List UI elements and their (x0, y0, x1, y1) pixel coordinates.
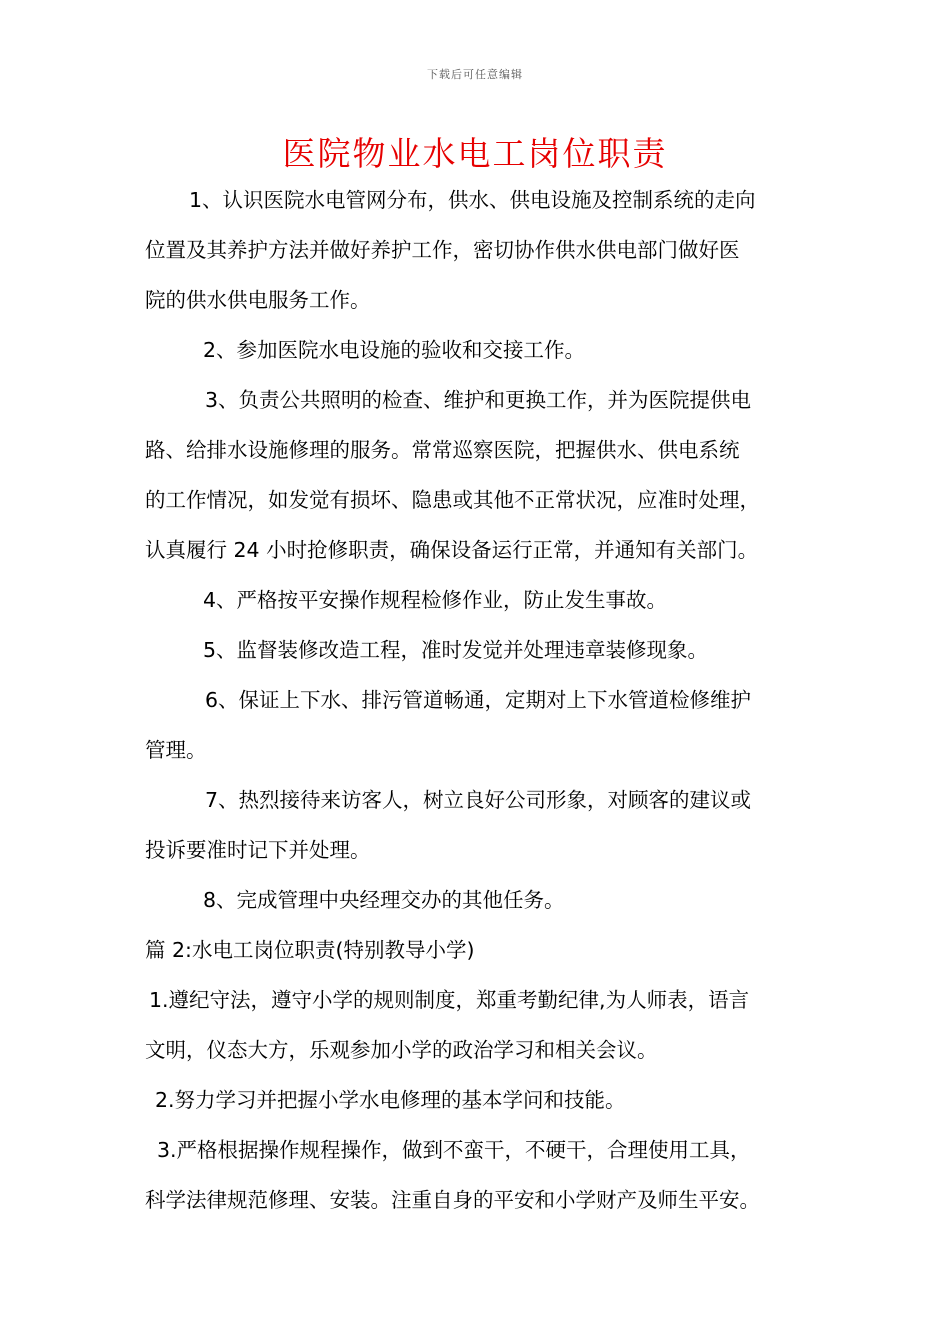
text-line: 3、负责公共照明的检查、维护和更换工作，并为医院提供电 (205, 388, 752, 412)
paragraph-4 (145, 575, 825, 625)
text-line: 的工作情况，如发觉有损坏、隐患或其他不正常状况，应准时处理， (145, 488, 760, 512)
text-line: 4、严格按平安操作规程检修作业，防止发生事故。 (203, 588, 668, 612)
text-line: 科学法律规范修理、安装。注重自身的平安和小学财产及师生平安。 (145, 1188, 760, 1212)
document-body (145, 175, 825, 1225)
paragraph-2 (145, 325, 825, 375)
text-line: 7、热烈接待来访客人，树立良好公司形象，对顾客的建议或 (205, 788, 752, 812)
document-title: 医院物业水电工岗位职责 (282, 134, 668, 173)
paragraph-1 (145, 175, 825, 325)
section-heading (145, 925, 825, 975)
text-line: 路、给排水设施修理的服务。常常巡察医院，把握供水、供电系统 (145, 438, 740, 462)
text-line: 篇 2:水电工岗位职责(特别教导小学) (145, 938, 475, 962)
paragraph-8 (145, 875, 825, 925)
text-line: 5、监督装修改造工程，准时发觉并处理违章装修现象。 (203, 638, 709, 662)
text-line: 8、完成管理中央经理交办的其他任务。 (203, 888, 565, 912)
text-line: 认真履行 24 小时抢修职责，确保设备运行正常，并通知有关部门。 (145, 538, 759, 562)
paragraph-11 (145, 1125, 825, 1225)
text-line: 1.遵纪守法，遵守小学的规则制度，郑重考勤纪律,为人师表，语言 (149, 988, 750, 1012)
text-line: 管理。 (145, 738, 207, 762)
paragraph-3 (145, 375, 825, 575)
text-line: 投诉要准时记下并处理。 (145, 838, 371, 862)
text-line: 6、保证上下水、排污管道畅通，定期对上下水管道检修维护 (205, 688, 752, 712)
header-note: 下载后可任意编辑 (427, 68, 523, 81)
text-line: 文明，仪态大方，乐观参加小学的政治学习和相关会议。 (145, 1038, 658, 1062)
text-line: 院的供水供电服务工作。 (145, 288, 371, 312)
paragraph-6 (145, 675, 825, 775)
text-line: 2.努力学习并把握小学水电修理的基本学问和技能。 (155, 1088, 626, 1112)
text-line: 位置及其养护方法并做好养护工作，密切协作供水供电部门做好医 (145, 238, 740, 262)
text-line: 2、参加医院水电设施的验收和交接工作。 (203, 338, 586, 362)
paragraph-9 (145, 975, 825, 1075)
text-line: 3.严格根据操作规程操作，做到不蛮干，不硬干，合理使用工具， (157, 1138, 751, 1162)
paragraph-5 (145, 625, 825, 675)
paragraph-7 (145, 775, 825, 875)
paragraph-10 (145, 1075, 825, 1125)
text-line: 1、认识医院水电管网分布，供水、供电设施及控制系统的走向 (189, 188, 756, 212)
